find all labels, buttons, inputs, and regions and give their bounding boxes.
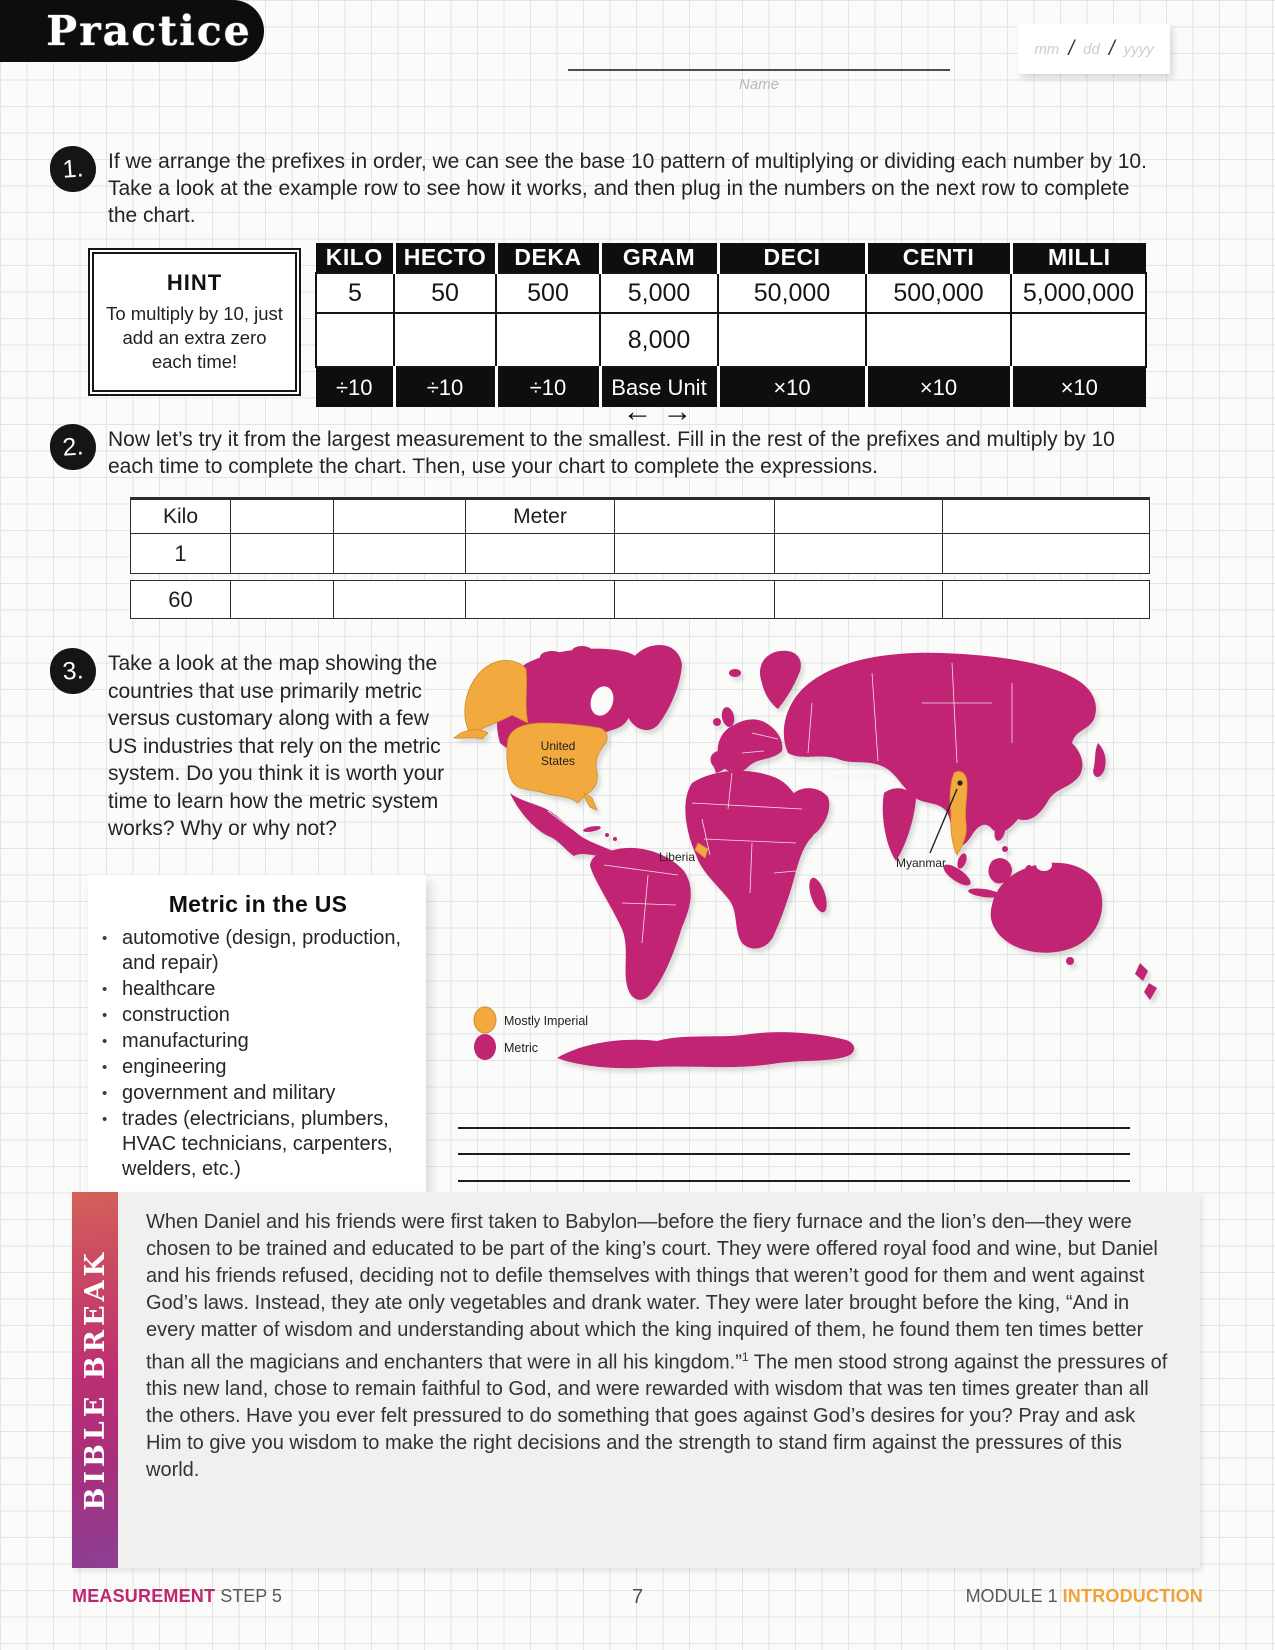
prefix-table: [315, 243, 1147, 407]
fill-in-cell[interactable]: [334, 499, 466, 534]
example-value-cell: 500,000: [866, 273, 1011, 313]
list-item: • trades (electricians, plumbers, HVAC technicians, carpenters, welders, etc.): [102, 1107, 414, 1182]
footer-left: [72, 1586, 282, 1607]
fill-in-cell[interactable]: [615, 581, 775, 619]
map-label-liberia: Liberia: [658, 850, 695, 864]
list-item: • construction: [102, 1003, 414, 1028]
fill-in-cell[interactable]: [1011, 313, 1146, 367]
answer-line[interactable]: [458, 1180, 1130, 1182]
prefix-header-cell: DECI: [718, 243, 866, 273]
meter-value-cell: 1: [131, 534, 231, 574]
fill-in-cell[interactable]: [866, 313, 1011, 367]
meter-table-row-2: [131, 581, 1150, 619]
fill-in-cell[interactable]: [334, 581, 466, 619]
prefix-header-cell: CENTI: [866, 243, 1011, 273]
footer-step: STEP 5: [220, 1586, 282, 1606]
world-map: [452, 643, 1217, 1083]
fill-in-cell[interactable]: [231, 499, 334, 534]
list-item: • automotive (design, production, and repair): [102, 926, 414, 976]
meter-header-cell: Meter: [466, 499, 615, 534]
legend-metric-swatch: [474, 1034, 496, 1060]
list-item: • manufacturing: [102, 1029, 414, 1054]
operation-cell: ×10: [718, 367, 866, 407]
meter-table-header-row: [131, 499, 1150, 534]
meter-header-cell: Kilo: [131, 499, 231, 534]
prefix-header-cell: MILLI: [1011, 243, 1146, 273]
legend-metric-label: Metric: [504, 1041, 539, 1055]
question-2-number: 2.: [48, 422, 97, 471]
operation-cell: ÷10: [316, 367, 394, 407]
fill-in-cell[interactable]: [775, 499, 943, 534]
fill-in-cell[interactable]: [316, 313, 394, 367]
date-yyyy-placeholder[interactable]: yyyy: [1123, 40, 1154, 58]
name-label: Name: [738, 76, 779, 93]
footer-section: INTRODUCTION: [1062, 1586, 1203, 1606]
operation-cell: ÷10: [496, 367, 600, 407]
bible-text-part1: When Daniel and his friends were first taken to Babylon—before the fiery furnace and the lion’s den—they were chosen to be trained and educated to be part of the king’s court. They were offered royal food and wine, but Daniel and his friends refused, deciding not to defile themselves with things that weren’t good for them and went against God’s laws. Instead, they ate only vegetables and drank water. They were later brought before the king, “And in every matter of wisdom and understanding about which the king inquired of them, he found them ten times better than all the magicians and enchanters that were in all his kingdom.”: [146, 1211, 1158, 1374]
bible-break-label: BIBLE BREAK: [79, 1249, 111, 1511]
bible-break-text: [118, 1192, 1200, 1568]
bible-text-part2: The men stood strong against the pressures of this new land, chose to remain faithful to God, and were rewarded with wisdom that was ten times greater than all the others. Have you ever felt pressured to do something that goes against God’s desires for you? Pray and ask Him to give you wisdom to make the right decisions and the strength to stand firm against the pressures of this world.: [146, 1351, 1168, 1481]
prefix-header-cell: DEKA: [496, 243, 600, 273]
list-item: • healthcare: [102, 977, 414, 1002]
fill-in-cell[interactable]: [496, 313, 600, 367]
prefix-table-operation-row: [316, 367, 1146, 407]
answer-line[interactable]: [458, 1127, 1130, 1129]
map-label-united-states-line1: United: [540, 739, 576, 753]
prefix-header-cell: GRAM: [600, 243, 718, 273]
question-2-text: Now let’s try it from the largest measurement to the smallest. Fill in the rest of the prefixes and multiply by 10 each time to complete the chart. Then, use your chart to complete the expressions.: [108, 428, 1115, 478]
left-arrow-icon: ←: [622, 395, 653, 428]
footnote-marker: 1: [741, 1349, 749, 1364]
fill-in-cell[interactable]: [615, 534, 775, 574]
question-1-text: If we arrange the prefixes in order, we can see the base 10 pattern of multiplying or dividing each number by 10. Take a look at the example row to see how it works, and then plug in the numbers on the next row to complete the chart.: [108, 150, 1147, 227]
question-1-number: 1.: [48, 144, 97, 193]
metric-card-title: Metric in the US: [168, 891, 348, 917]
hint-text: To multiply by 10, just add an extra zero each time!: [106, 303, 283, 372]
operation-cell: ÷10: [394, 367, 496, 407]
page-footer: [72, 1586, 1203, 1612]
metric-industry-list: [102, 926, 414, 1182]
fill-in-cell[interactable]: [394, 313, 496, 367]
fill-in-cell[interactable]: [615, 499, 775, 534]
prefix-table-example-row: [316, 273, 1146, 313]
footer-right: [966, 1586, 1203, 1607]
prefix-header-cell: HECTO: [394, 243, 496, 273]
fill-in-cell[interactable]: [943, 499, 1150, 534]
legend-imperial-swatch: [474, 1007, 496, 1033]
hint-box: [88, 248, 301, 396]
fill-in-cell[interactable]: [943, 581, 1150, 619]
fill-in-cell[interactable]: [718, 313, 866, 367]
example-value-cell: 5,000,000: [1011, 273, 1146, 313]
prefix-table-practice-row: [316, 313, 1146, 367]
list-item: • engineering: [102, 1055, 414, 1080]
fill-in-cell[interactable]: [943, 534, 1150, 574]
right-arrow-icon: →: [662, 395, 693, 428]
myanmar-marker-dot: [957, 780, 962, 785]
footer-course-name: MEASUREMENT: [72, 1586, 216, 1606]
question-3-number: 3.: [48, 646, 97, 695]
list-item: • government and military: [102, 1081, 414, 1106]
practice-badge: [0, 0, 264, 62]
base-unit-direction-arrows: [605, 395, 710, 428]
bible-break-section: [72, 1192, 1200, 1568]
example-value-cell: 50,000: [718, 273, 866, 313]
operation-cell: ×10: [866, 367, 1011, 407]
example-value-cell: 50: [394, 273, 496, 313]
meter-table-bottom: [130, 580, 1150, 619]
hint-title: HINT: [166, 270, 223, 295]
practice-base-value-cell: 8,000: [600, 313, 718, 367]
answer-line[interactable]: [458, 1153, 1130, 1155]
fill-in-cell[interactable]: [466, 534, 615, 574]
map-label-united-states-line2: States: [540, 754, 576, 768]
operation-cell: ×10: [1011, 367, 1146, 407]
question-3-text: Take a look at the map showing the countries that use primarily metric versus customary along with a few US industries that rely on the metric system. Do you think it is worth your time to learn how the metric system works? Why or why not?: [108, 652, 445, 840]
meter-table-top: [130, 497, 1150, 574]
meter-value-cell: 60: [131, 581, 231, 619]
legend-imperial-label: Mostly Imperial: [504, 1014, 589, 1028]
fill-in-cell[interactable]: [775, 534, 943, 574]
base-unit-cell: Base Unit: [600, 367, 718, 407]
fill-in-cell[interactable]: [231, 581, 334, 619]
fill-in-cell[interactable]: [231, 534, 334, 574]
example-value-cell: 500: [496, 273, 600, 313]
map-label-myanmar: Myanmar: [895, 856, 947, 870]
bible-break-sidebar: [72, 1192, 118, 1568]
footer-module: MODULE 1: [965, 1586, 1058, 1606]
date-slash-icon: /: [1068, 37, 1075, 60]
fill-in-cell[interactable]: [775, 581, 943, 619]
page-title: Practice: [46, 7, 252, 55]
fill-in-cell[interactable]: [334, 534, 466, 574]
fill-in-cell[interactable]: [466, 581, 615, 619]
date-slash-icon: /: [1108, 37, 1115, 60]
prefix-header-cell: KILO: [316, 243, 394, 273]
prefix-table-header-row: [316, 243, 1146, 273]
date-dd-placeholder[interactable]: dd: [1083, 40, 1100, 58]
meter-table-row-1: [131, 534, 1150, 574]
name-input-line[interactable]: [568, 44, 950, 71]
page-number: 7: [631, 1586, 644, 1608]
example-value-cell: 5: [316, 273, 394, 313]
metric-in-us-card: [88, 875, 426, 1201]
date-mm-placeholder[interactable]: mm: [1034, 40, 1060, 58]
example-value-cell-base: 5,000: [600, 273, 718, 313]
date-field[interactable]: [1018, 24, 1170, 74]
